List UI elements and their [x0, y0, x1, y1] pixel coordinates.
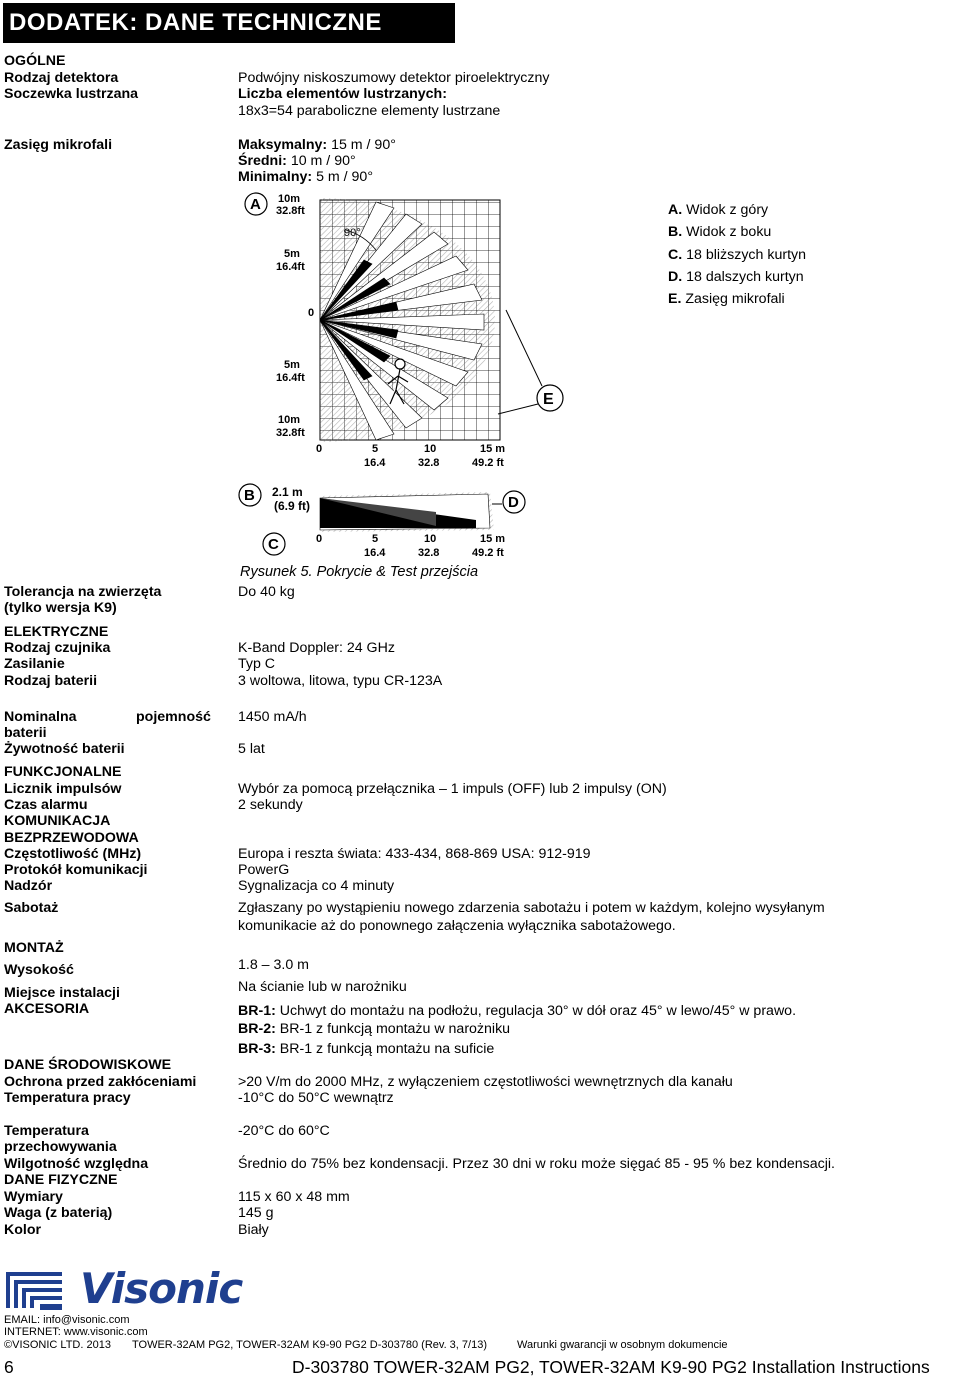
- legend-item-e: E. Zasięg mikrofali: [668, 291, 785, 308]
- y-label-16ft-b: 16.4ft: [276, 372, 305, 384]
- color-label: Kolor: [4, 1222, 42, 1238]
- marker-c: C: [268, 536, 279, 553]
- capacity-label-b: pojemność: [136, 709, 211, 725]
- capacity-value: 1450 mA/h: [238, 709, 307, 725]
- marker-d: D: [508, 494, 519, 511]
- detector-type-label: Rodzaj detektora: [4, 70, 119, 86]
- range-max: Maksymalny: 15 m / 90°: [238, 137, 396, 153]
- height-value: 1.8 – 3.0 m: [238, 957, 309, 973]
- storage-label-2: przechowywania: [4, 1139, 117, 1155]
- weight-value: 145 g: [238, 1205, 274, 1221]
- capacity-label-c: baterii: [4, 725, 47, 741]
- alarm-label: Czas alarmu: [4, 797, 88, 813]
- marker-a: A: [250, 196, 261, 213]
- figure-legend: [668, 199, 806, 310]
- br2-line: BR-2: BR-1 z funkcją montażu w narożniku: [238, 1021, 511, 1037]
- y-label-16ft: 16.4ft: [276, 261, 305, 273]
- range-mid: Średni: 10 m / 90°: [238, 153, 356, 169]
- y-label-5m: 5m: [284, 248, 300, 260]
- storage-label-1: Temperatura: [4, 1123, 89, 1139]
- y-label-0: 0: [308, 307, 315, 319]
- x-label-10: 10: [424, 443, 437, 455]
- y-label-32ft-b: 32.8ft: [276, 427, 305, 439]
- side-x-16ft: 16.4: [364, 547, 386, 559]
- footer-doc-line: TOWER-32AM PG2, TOWER-32AM K9-90 PG2 D-303780 (Rev. 3, 7/13): [132, 1339, 487, 1351]
- visonic-logo-text: Visonic: [80, 1264, 243, 1313]
- marker-b: B: [244, 487, 255, 504]
- lens-label: Soczewka lustrzana: [4, 86, 139, 102]
- power-value: Typ C: [238, 656, 276, 672]
- side-x-32ft: 32.8: [418, 547, 440, 559]
- x-label-49ft: 49.2 ft: [472, 457, 504, 469]
- dims-label: Wymiary: [4, 1189, 63, 1205]
- footer-email: EMAIL: info@visonic.com: [4, 1314, 130, 1326]
- pet-value: Do 40 kg: [238, 584, 295, 600]
- side-x-0: 0: [316, 533, 323, 545]
- legend-item-d: D. 18 dalszych kurtyn: [668, 268, 804, 285]
- alarm-value: 2 sekundy: [238, 797, 303, 813]
- section-general: OGÓLNE: [4, 53, 66, 69]
- rfi-value: >20 V/m do 2000 MHz, z wyłączeniem częstotliwości wewnętrznych dla kanału: [238, 1074, 733, 1090]
- power-label: Zasilanie: [4, 656, 65, 672]
- side-x-5: 5: [372, 533, 379, 545]
- lens-value: 18x3=54 paraboliczne elementy lustrzane: [238, 103, 501, 119]
- section-environmental: DANE ŚRODOWISKOWE: [4, 1057, 172, 1073]
- microwave-label: Zasięg mikrofali: [4, 137, 113, 153]
- capacity-label-a: Nominalna: [4, 709, 77, 725]
- location-label: Miejsce instalacji: [4, 985, 120, 1001]
- freq-value: Europa i reszta świata: 433-434, 868-869 USA: 912-919: [238, 846, 591, 862]
- y-label-32ft: 32.8ft: [276, 205, 305, 217]
- dims-value: 115 x 60 x 48 mm: [238, 1189, 350, 1205]
- footer-warranty: Warunki gwarancji w osobnym dokumencie: [517, 1339, 728, 1351]
- height-label: Wysokość: [4, 962, 74, 978]
- y-label-5m-b: 5m: [284, 359, 300, 371]
- x-label-5: 5: [372, 443, 379, 455]
- section-functional: FUNKCJONALNE: [4, 764, 122, 780]
- section-mounting: MONTAŻ: [4, 940, 64, 956]
- storage-value: -20°C do 60°C: [238, 1123, 330, 1139]
- pet-label-1: Tolerancja na zwierzęta: [4, 584, 162, 600]
- section-physical: DANE FIZYCZNE: [4, 1172, 118, 1188]
- visonic-logo-icon: [4, 1268, 68, 1314]
- lens-value-label: Liczba elementów lustrzanych:: [238, 86, 447, 102]
- section-accessories: AKCESORIA: [4, 1001, 90, 1017]
- optemp-value: -10°C do 50°C wewnątrz: [238, 1090, 394, 1106]
- x-label-32ft: 32.8: [418, 457, 440, 469]
- sensor-value: K-Band Doppler: 24 GHz: [238, 640, 395, 656]
- tamper-value-1: Zgłaszany po wystąpieniu nowego zdarzenia sabotażu i potem w każdym, kolejno wysyłanym: [238, 900, 825, 916]
- visonic-logo: [4, 1264, 243, 1314]
- range-min: Minimalny: 5 m / 90°: [238, 169, 373, 185]
- x-label-16ft: 16.4: [364, 457, 386, 469]
- figure-caption: Rysunek 5. Pokrycie & Test przejścia: [240, 564, 479, 580]
- coverage-side-view-diagram: [236, 482, 536, 562]
- document-title: D-303780 TOWER-32AM PG2, TOWER-32AM K9-90 PG2 Installation Instructions: [292, 1357, 930, 1377]
- coverage-top-view-diagram: [236, 190, 576, 470]
- footer-internet: INTERNET: www.visonic.com: [4, 1326, 148, 1338]
- life-value: 5 lat: [238, 741, 265, 757]
- pulse-value: Wybór za pomocą przełącznika – 1 impuls (OFF) lub 2 impulsy (ON): [238, 781, 667, 797]
- rfi-label: Ochrona przed zakłóceniami: [4, 1074, 197, 1090]
- y-label-10m-b: 10m: [278, 414, 301, 426]
- marker-e: E: [543, 391, 554, 408]
- optemp-label: Temperatura pracy: [4, 1090, 131, 1106]
- side-x-10: 10: [424, 533, 437, 545]
- section-wireless-2: BEZPRZEWODOWA: [4, 830, 139, 846]
- side-x-49ft: 49.2 ft: [472, 547, 504, 559]
- br3-line: BR-3: BR-1 z funkcją montażu na suficie: [238, 1041, 495, 1057]
- pulse-label: Licznik impulsów: [4, 781, 122, 797]
- page-title: DODATEK: DANE TECHNICZNE: [3, 3, 455, 43]
- humidity-label: Wilgotność względna: [4, 1156, 149, 1172]
- legend-item-c: C. 18 bliższych kurtyn: [668, 246, 806, 263]
- legend-item-a: A. Widok z góry: [668, 202, 769, 218]
- tamper-label: Sabotaż: [4, 900, 59, 916]
- freq-label: Częstotliwość (MHz): [4, 846, 142, 862]
- tamper-value-2: komunikacie aż do ponownego załączenia wyłącznika sabotażowego.: [238, 918, 676, 934]
- section-wireless: KOMUNIKACJA: [4, 813, 111, 829]
- protocol-label: Protokół komunikacji: [4, 862, 148, 878]
- y-label-10m: 10m: [278, 193, 301, 205]
- battery-value: 3 woltowa, litowa, typu CR-123A: [238, 673, 443, 689]
- pet-label-2: (tylko wersja K9): [4, 600, 117, 616]
- humidity-value: Średnio do 75% bez kondensacji. Przez 30 dni w roku może sięgać 85 - 95 % bez kondensacji.: [238, 1156, 836, 1172]
- weight-label: Waga (z baterią): [4, 1205, 113, 1221]
- br1-line: BR-1: Uchwyt do montażu na podłożu, regulacja 30° w dół oraz 45° w lewo/45° w prawo.: [238, 1003, 797, 1019]
- footer-copyright: ©VISONIC LTD. 2013: [4, 1339, 111, 1351]
- x-label-0: 0: [316, 443, 323, 455]
- color-value: Biały: [238, 1222, 269, 1238]
- battery-label: Rodzaj baterii: [4, 673, 98, 689]
- protocol-value: PowerG: [238, 862, 290, 878]
- sensor-label: Rodzaj czujnika: [4, 640, 111, 656]
- life-label: Żywotność baterii: [4, 741, 125, 757]
- side-height-ft: (6.9 ft): [274, 499, 310, 513]
- supervision-label: Nadzór: [4, 878, 53, 894]
- page-number: 6: [4, 1357, 14, 1377]
- detector-type-value: Podwójny niskoszumowy detektor piroelektryczny: [238, 70, 550, 86]
- section-electrical: ELEKTRYCZNE: [4, 624, 109, 640]
- supervision-value: Sygnalizacja co 4 minuty: [238, 878, 395, 894]
- legend-item-b: B. Widok z boku: [668, 224, 772, 241]
- location-value: Na ścianie lub w narożniku: [238, 979, 407, 995]
- x-label-15: 15 m: [480, 443, 506, 455]
- angle-label: 90°: [344, 227, 361, 239]
- side-height: 2.1 m: [272, 485, 303, 499]
- side-x-15: 15 m: [480, 533, 506, 545]
